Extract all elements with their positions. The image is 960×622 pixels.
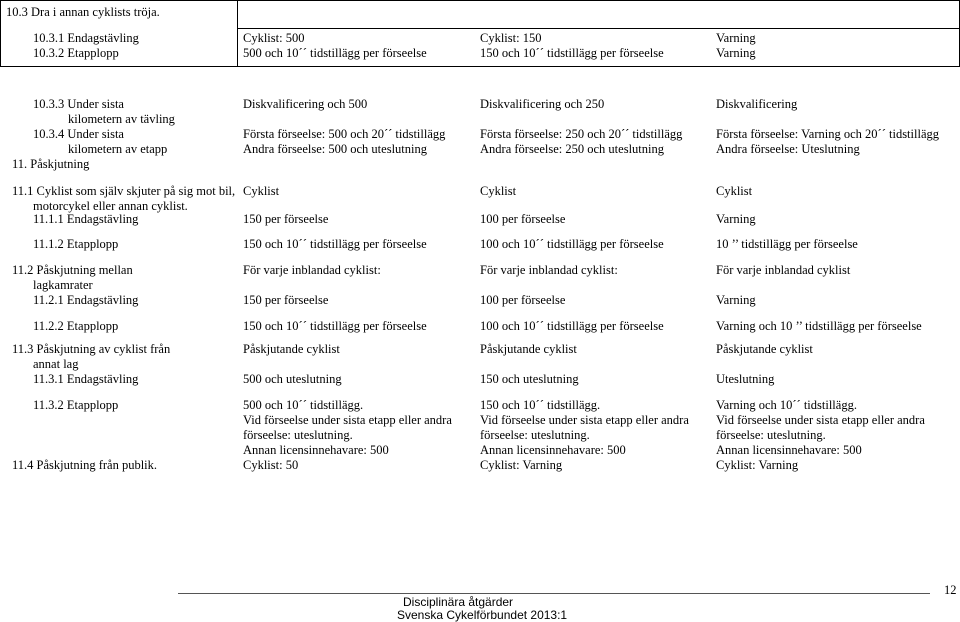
row-label-11-3: 11.3 Påskjutning av cyklist från [12, 342, 171, 356]
cell-11-4-col2: Cyklist: Varning [480, 458, 563, 472]
row-label-10-3-3-cont: kilometern av tävling [68, 112, 175, 126]
row-label-11-1-2: 11.1.2 Etapplopp [33, 237, 119, 251]
row-label-11-2-1: 11.2.1 Endagstävling [33, 293, 139, 307]
row-label-10-3-3: 10.3.3 Under sista [33, 97, 124, 111]
cell-11-2-col1: För varje inblandad cyklist: [243, 263, 381, 277]
cell-11-4-col1: Cyklist: 50 [243, 458, 299, 472]
cell-11-3-2-col3-line2: Vid förseelse under sista etapp eller andra [716, 413, 925, 427]
cell-11-3-col1: Påskjutande cyklist [243, 342, 340, 356]
cell-10-3-4-col1b: Andra förseelse: 500 och uteslutning [243, 142, 427, 156]
cell-11-2-1-col3: Varning [716, 293, 756, 307]
cell-10-3-4-col3b: Andra förseelse: Uteslutning [716, 142, 860, 156]
cell-10-3-4-col2b: Andra förseelse: 250 och uteslutning [480, 142, 664, 156]
row-label-11-1: 11.1 Cyklist som själv skjuter på sig mot bil, [12, 184, 236, 198]
row-label-11-3-cont: annat lag [33, 357, 79, 371]
cell-11-3-col3: Påskjutande cyklist [716, 342, 813, 356]
row-label-11-1-cont: motorcykel eller annan cyklist. [33, 199, 188, 213]
table-col-divider [237, 0, 238, 67]
table-left-border [0, 0, 1, 67]
cell-10-3-2-col3: Varning [716, 46, 756, 60]
cell-11-3-2-col3-line4: Annan licensinnehavare: 500 [716, 443, 862, 457]
cell-10-3-1-col3: Varning [716, 31, 756, 45]
cell-11-1-1-col1: 150 per förseelse [243, 212, 329, 226]
cell-11-2-col2: För varje inblandad cyklist: [480, 263, 618, 277]
cell-11-1-col2: Cyklist [480, 184, 517, 198]
table-top-border [0, 0, 960, 1]
cell-10-3-1-col2: Cyklist: 150 [480, 31, 542, 45]
cell-10-3-2-col2: 150 och 10´´ tidstillägg per förseelse [480, 46, 664, 60]
row-label-10-3-1: 10.3.1 Endagstävling [33, 31, 139, 45]
cell-11-2-1-col1: 150 per förseelse [243, 293, 329, 307]
table-bottom-border [0, 66, 960, 67]
row-label-11-2: 11.2 Påskjutning mellan [12, 263, 133, 277]
cell-10-3-3-col2: Diskvalificering och 250 [480, 97, 605, 111]
cell-11-2-col3: För varje inblandad cyklist [716, 263, 851, 277]
cell-11-3-2-col2-line2: Vid förseelse under sista etapp eller andra [480, 413, 689, 427]
cell-11-1-col3: Cyklist [716, 184, 753, 198]
cell-10-3-3-col1: Diskvalificering och 500 [243, 97, 368, 111]
cell-10-3-4-col3a: Första förseelse: Varning och 20´´ tidstillägg [716, 127, 939, 141]
cell-11-3-2-col1-line2: Vid förseelse under sista etapp eller andra [243, 413, 452, 427]
cell-11-2-2-col3: Varning och 10 ’’ tidstillägg per förseelse [716, 319, 922, 333]
row-label-11-3-1: 11.3.1 Endagstävling [33, 372, 139, 386]
cell-11-3-col2: Påskjutande cyklist [480, 342, 577, 356]
cell-11-3-2-col1-line1: 500 och 10´´ tidstillägg. [243, 398, 364, 412]
cell-11-3-2-col3-line3: förseelse: uteslutning. [716, 428, 826, 442]
row-label-11-1-1: 11.1.1 Endagstävling [33, 212, 139, 226]
cell-11-3-2-col1-line3: förseelse: uteslutning. [243, 428, 353, 442]
cell-11-3-1-col3: Uteslutning [716, 372, 775, 386]
cell-11-3-2-col1-line4: Annan licensinnehavare: 500 [243, 443, 389, 457]
page-number: 12 [944, 583, 957, 597]
cell-11-2-1-col2: 100 per förseelse [480, 293, 566, 307]
footer-rule [178, 593, 930, 594]
cell-11-3-2-col2-line1: 150 och 10´´ tidstillägg. [480, 398, 601, 412]
cell-10-3-3-col3: Diskvalificering [716, 97, 798, 111]
cell-11-3-2-col2-line3: förseelse: uteslutning. [480, 428, 590, 442]
cell-11-4-col3: Cyklist: Varning [716, 458, 799, 472]
cell-10-3-4-col2a: Första förseelse: 250 och 20´´ tidstillägg [480, 127, 683, 141]
cell-11-2-2-col2: 100 och 10´´ tidstillägg per förseelse [480, 319, 664, 333]
cell-11-1-1-col3: Varning [716, 212, 756, 226]
row-label-10-3-2: 10.3.2 Etapplopp [33, 46, 119, 60]
cell-11-1-2-col1: 150 och 10´´ tidstillägg per förseelse [243, 237, 427, 251]
cell-11-3-1-col2: 150 och uteslutning [480, 372, 579, 386]
row-label-10-3-4: 10.3.4 Under sista [33, 127, 124, 141]
cell-10-3-1-col1: Cyklist: 500 [243, 31, 305, 45]
row-label-11-2-cont: lagkamrater [33, 278, 93, 292]
row-label-11-2-2: 11.2.2 Etapplopp [33, 319, 119, 333]
cell-11-1-1-col2: 100 per förseelse [480, 212, 566, 226]
section-title: 10.3 Dra i annan cyklists tröja. [6, 5, 160, 19]
cell-11-2-2-col1: 150 och 10´´ tidstillägg per förseelse [243, 319, 427, 333]
cell-10-3-2-col1: 500 och 10´´ tidstillägg per förseelse [243, 46, 427, 60]
row-label-11-3-2: 11.3.2 Etapplopp [33, 398, 119, 412]
cell-11-3-2-col3-line1: Varning och 10´´ tidstillägg. [716, 398, 857, 412]
footer-line-1: Disciplinära åtgärder [403, 595, 514, 609]
cell-11-3-1-col1: 500 och uteslutning [243, 372, 342, 386]
cell-11-1-2-col2: 100 och 10´´ tidstillägg per förseelse [480, 237, 664, 251]
section-heading-11: 11. Påskjutning [12, 157, 90, 171]
row-label-10-3-4-cont: kilometern av etapp [68, 142, 168, 156]
cell-10-3-4-col1a: Första förseelse: 500 och 20´´ tidstillägg [243, 127, 446, 141]
title-row-divider [237, 28, 960, 29]
row-label-11-4: 11.4 Påskjutning från publik. [12, 458, 158, 472]
cell-11-3-2-col2-line4: Annan licensinnehavare: 500 [480, 443, 626, 457]
cell-11-1-2-col3: 10 ’’ tidstillägg per förseelse [716, 237, 858, 251]
cell-11-1-col1: Cyklist [243, 184, 280, 198]
footer-line-2: Svenska Cykelförbundet 2013:1 [397, 608, 568, 622]
